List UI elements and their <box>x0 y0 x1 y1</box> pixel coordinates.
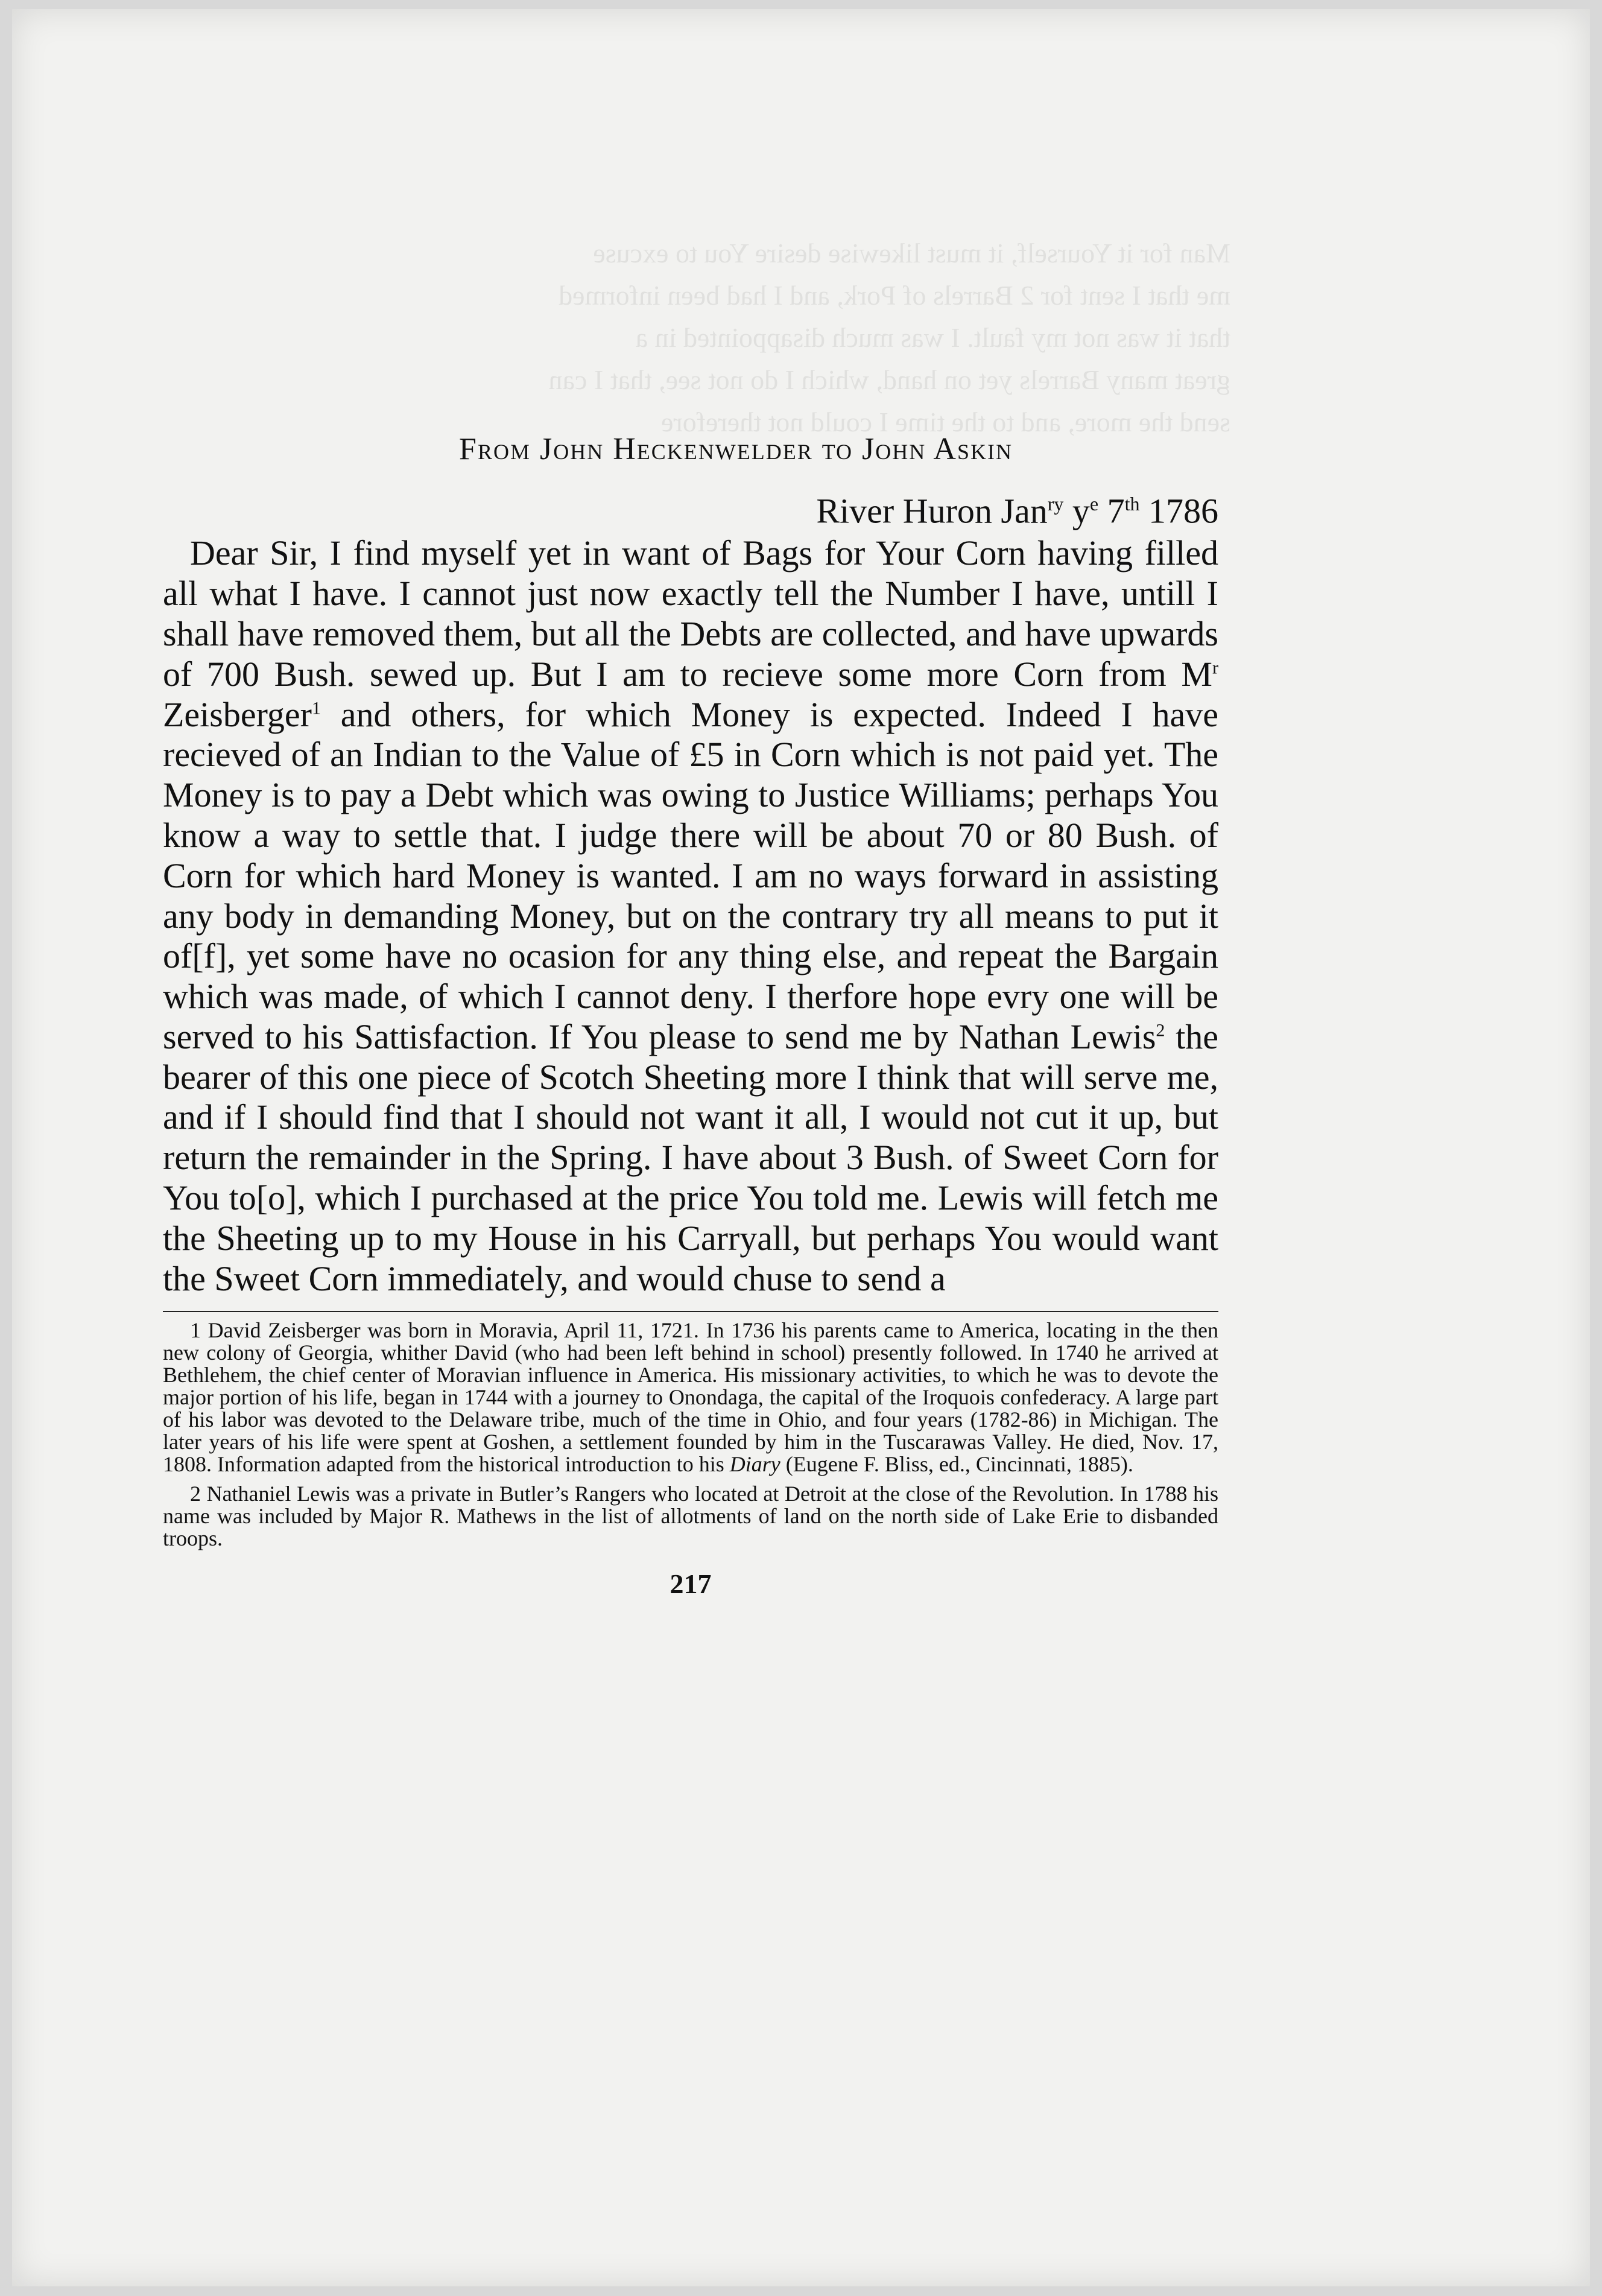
footnote-2: 2 Nathaniel Lewis was a private in Butler’s Rangers who located at Detroit at the close of the Revolution. In 1788 his name was included by Major R. Mathews in the list of allotments of land on the north side of Lake Erie to disbanded troops. <box>163 1482 1218 1551</box>
page-sheet <box>12 9 1590 2286</box>
page-number: 217 <box>670 1568 712 1600</box>
letter-body: Dear Sir, I find myself yet in want of Bags for Your Corn having filled all what I have. I cannot just now exactly tell the Number I have, untill I shall have removed them, but all the Debts are collected, and have upwards of 700 Bush. sewed up. But I am to recieve some more Corn from $M^r$ Zeisberger$^1$ and others, for which Money is expected. Indeed I have recieved of an Indian to the Value of £5 in Corn which is not paid yet. The Money is to pay a Debt which was owing to Justice Williams; perhaps You know a way to settle that. I judge there will be about 70 or 80 Bush. of Corn for which hard Money is wanted. I am no ways forward in assisting any body in demanding Money, but on the contrary try all means to put it of[f], yet some have no ocasion for any thing else, and repeat the Bargain which was made, of which I cannot deny. I therfore hope evry one will be served to his Sattisfaction. If You please to send me by Nathan Lewis$^2$ the bearer of this one piece of Scotch Sheeting more I think that will serve me, and if I should find that I should not want it all, I would not cut it up, but return the remainder in the Spring. I have about 3 Bush. of Sweet Corn for You to[o], which I purchased at the price You told me. Lewis will fetch me the Sheeting up to my House in his Carryall, but perhaps You would want the Sweet Corn immediately, and would chuse to send a <box>163 533 1218 1298</box>
letter-heading: From John Heckenwelder to John Askin <box>459 432 1013 466</box>
dateline: River Huron Jan$^{ry}$ $y^e$ 7th 1786 <box>816 491 1218 531</box>
footnote-ref-2: 2 <box>1156 1020 1165 1041</box>
footnote-ref-1: 1 <box>311 698 321 718</box>
text-block <box>163 431 1218 1600</box>
footnote-1: 1 David Zeisberger was born in Moravia, April 11, 1721. In 1736 his parents came to America, locating in the then new colony of Georgia, whither David (who had been left behind in school) presently followed. In 1740 he arrived at Bethlehem, the chief center of Moravian influence in America. His missionary activities, to which he was to devote the major portion of his life, began in 1744 with a journey to Onondaga, the capital of the Iroquois confederacy. A large part of his labor was devoted to the Delaware tribe, much of the time in Ohio, and four years (1782-86) in Michigan. The later years of his life were spent at Goshen, a settlement founded by him in the Tuscarawas Valley. He died, Nov. 17, 1808. Information adapted from the historical introduction to his Diary (Eugene F. Bliss, ed., Cincinnati, 1885). <box>163 1318 1218 1477</box>
footnote-divider <box>163 1311 1218 1312</box>
bleed-through-text: Man for it Yourself, it must likewise desire You to excuse me that I sent for 2 Barrels of Pork, and I had been informed that it was not my fault. I was much disappointed in a great many Barrels yet on hand, which I do not see, that I can send the more, and to the time I could not therefore <box>548 238 1230 437</box>
